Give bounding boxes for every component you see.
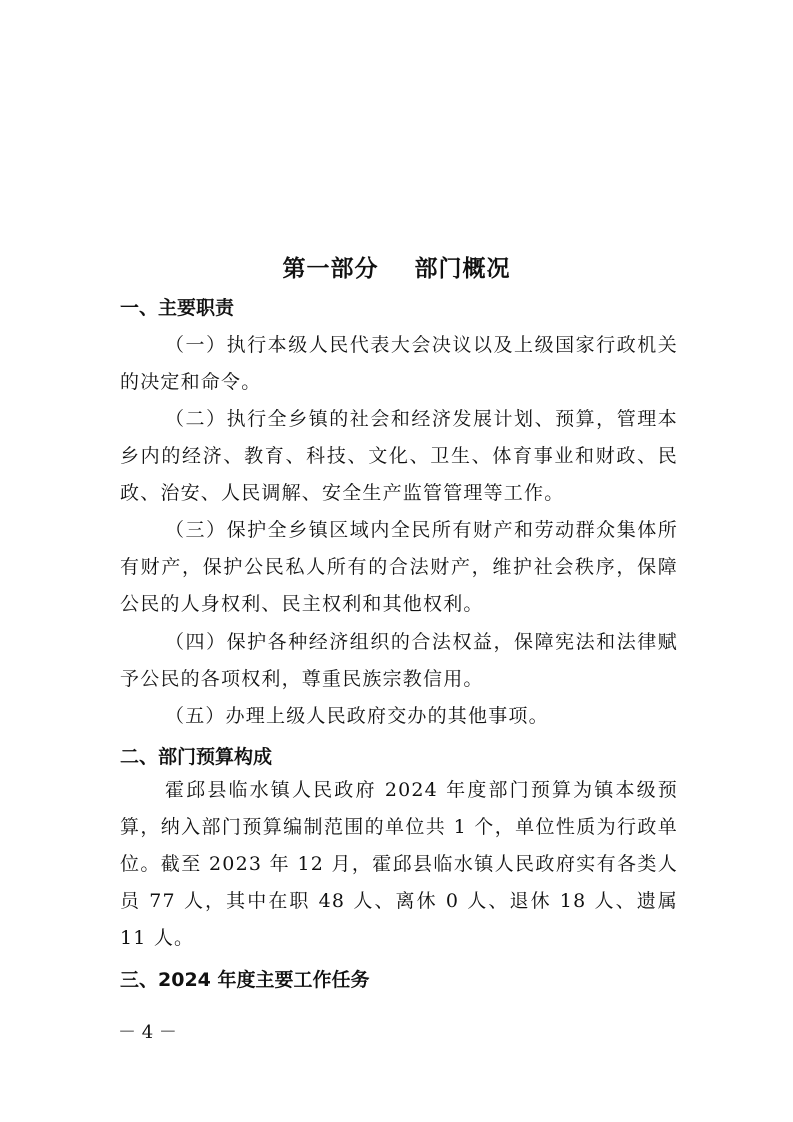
- page-title: 第一部分 部门概况: [282, 256, 511, 282]
- paragraph-duty-4: （四）保护各种经济组织的合法权益，保障宪法和法律赋予公民的各项权利，尊重民族宗教信用。: [120, 631, 678, 690]
- paragraph-duty-5: （五）办理上级人民政府交办的其他事项。: [165, 705, 549, 727]
- paragraph-budget-composition: 霍邱县临水镇人民政府 2024 年度部门预算为镇本级预算，纳入部门预算编制范围的单位共 1 个，单位性质为行政单位。截至 2023 年 12 月，霍邱县临水镇人民政府实有各类人员 77 人，其中在职 48 人、离休 0 人、退休 18 人、遗属 11 人。: [120, 779, 678, 949]
- page-number: － 4 －: [118, 1022, 177, 1043]
- section-heading-budget-composition: 二、部门预算构成: [120, 746, 273, 768]
- paragraph-duty-2: （二）执行全乡镇的社会和经济发展计划、预算，管理本乡内的经济、教育、科技、文化、卫生、体育事业和财政、民政、治安、人民调解、安全生产监管管理等工作。: [120, 408, 678, 504]
- section-heading-main-duties: 一、主要职责: [120, 297, 235, 319]
- paragraph-duty-3: （三）保护全乡镇区域内全民所有财产和劳动群众集体所有财产，保护公民私人所有的合法财产，维护社会秩序，保障公民的人身权利、民主权利和其他权利。: [120, 519, 678, 615]
- section-heading-work-tasks: 三、2024 年度主要工作任务: [120, 969, 370, 991]
- paragraph-duty-1: （一）执行本级人民代表大会决议以及上级国家行政机关的决定和命令。: [120, 334, 678, 393]
